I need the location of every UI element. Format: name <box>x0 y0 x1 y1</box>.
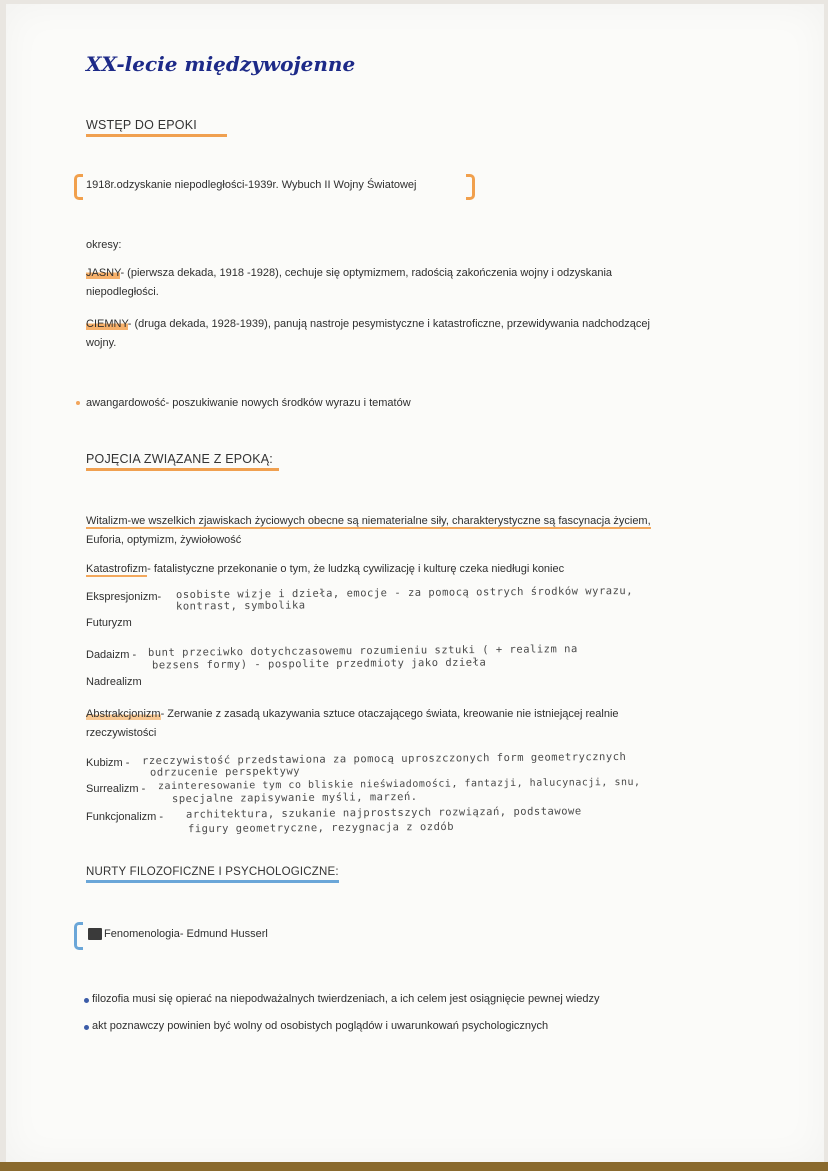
ciemny-term: CIEMNY <box>86 318 128 330</box>
kubizm-term: Kubizm - <box>86 757 130 769</box>
dadaizm-note2: bezsens formy) - pospolite przedmioty jako dzieła <box>151 656 487 672</box>
abstrakcjonizm-def: - Zerwanie z zasadą ukazywania sztuce otaczającego świata, kreowanie nie istniejącej realnie <box>160 708 619 720</box>
surrealizm-note1: zainteresowanie tym co bliskie nieświadomości, fantazji, halucynacji, snu, <box>157 776 641 793</box>
abstrakcjonizm-line2: rzeczywistości <box>86 727 157 739</box>
katastrofizm-term: Katastrofizm <box>86 563 148 575</box>
kubizm-note2: odrzucenie perspektywy <box>149 765 301 779</box>
witalizm-text: Witalizm-we wszelkich zjawiskach życiowych obecne są niematerialne siły, charakterystyczne są fascynacja życiem, <box>86 515 651 527</box>
jasny-line1 <box>86 264 612 283</box>
periods-label: okresy: <box>86 239 122 251</box>
kubizm-note1: rzeczywistość przedstawiona za pomocą uproszczonych form geometrycznych <box>141 750 627 768</box>
abstrakcjonizm-line1 <box>86 705 619 724</box>
page-title: XX-lecie międzywojenne <box>86 52 356 76</box>
bottom-edge <box>0 1162 828 1171</box>
funkcjonalizm-note2: figury geometryczne, rezygnacja z ozdób <box>187 820 455 836</box>
philosophy-heading-text: NURTY FILOZOFICZNE I PSYCHOLOGICZNE: <box>86 866 339 883</box>
katastrofizm-line <box>86 560 564 579</box>
ciemny-def: - (druga dekada, 1928-1939), panują nastroje pesymistyczne i katastroficzne, przewidywania nadchodzącej <box>127 318 650 330</box>
blue-bracket <box>74 922 83 950</box>
ekspresjonizm-term: Ekspresjonizm- <box>86 591 162 603</box>
philosophy-bullet2: akt poznawczy powinien być wolny od osobistych poglądów i uwarunkowań psychologicznych <box>92 1020 549 1032</box>
ekspresjonizm-note2: kontrast, symbolika <box>175 599 306 613</box>
jasny-def: - (pierwsza dekada, 1918 -1928), cechuje się optymizmem, radością zakończenia wojny i odzyskania <box>120 267 613 279</box>
concepts-heading-text: POJĘCIA ZWIĄZANE Z EPOKĄ: <box>86 452 279 471</box>
nadrealizm-term: Nadrealizm <box>86 676 142 688</box>
surrealizm-note2: specjalne zapisywanie myśli, marzeń. <box>171 790 418 806</box>
dates-line: 1918r.odzyskanie niepodległości-1939r. Wybuch II Wojny Światowej <box>86 179 417 191</box>
funkcjonalizm-note1: architektura, szukanie najprostszych rozwiązań, podstawowe <box>185 805 582 821</box>
bullet-dot-icon <box>76 401 80 405</box>
dadaizm-term: Dadaizm - <box>86 649 137 661</box>
ciemny-line2: wojny. <box>86 337 117 349</box>
philosophy-bullet1: filozofia musi się opierać na niepodważalnych twierdzeniach, a ich celem jest osiągnięcie pewnej wiedzy <box>92 993 600 1005</box>
witalizm-line1 <box>86 512 651 531</box>
jasny-term: JASNY <box>86 267 121 279</box>
ekspresjonizm-note1: osobiste wizje i dzieła, emocje - za pomocą ostrych środków wyrazu, <box>175 585 634 601</box>
philosophy-heading <box>86 866 339 878</box>
avantgarde-line: awangardowość- poszukiwanie nowych środków wyrazu i tematów <box>86 397 411 409</box>
jasny-line2: niepodległości. <box>86 286 159 298</box>
ciemny-line1 <box>86 315 650 334</box>
fenomenologia-line: Fenomenologia- Edmund Husserl <box>104 928 268 940</box>
dadaizm-note1: bunt przeciwko dotychczasowemu rozumieniu sztuki ( + realizm na <box>147 643 578 659</box>
bracket-right <box>466 174 475 200</box>
intro-heading-text: WSTĘP DO EPOKI <box>86 118 227 137</box>
katastrofizm-def: - fatalistyczne przekonanie o tym, że ludzką cywilizację i kulturę czeka niedługi koniec <box>147 563 565 575</box>
funkcjonalizm-term: Funkcjonalizm - <box>86 811 164 823</box>
concepts-heading <box>86 452 279 466</box>
intro-heading <box>86 118 227 132</box>
futuryzm-term: Futuryzm <box>86 617 132 629</box>
bullet-blue-icon <box>84 998 89 1003</box>
witalizm-line2: Euforia, optymizm, żywiołowość <box>86 534 242 546</box>
bullet-blue-icon <box>84 1025 89 1030</box>
bracket-left <box>74 174 83 200</box>
surrealizm-term: Surrealizm - <box>86 783 146 795</box>
abstrakcjonizm-term: Abstrakcjonizm <box>86 708 161 720</box>
book-icon <box>88 928 102 940</box>
